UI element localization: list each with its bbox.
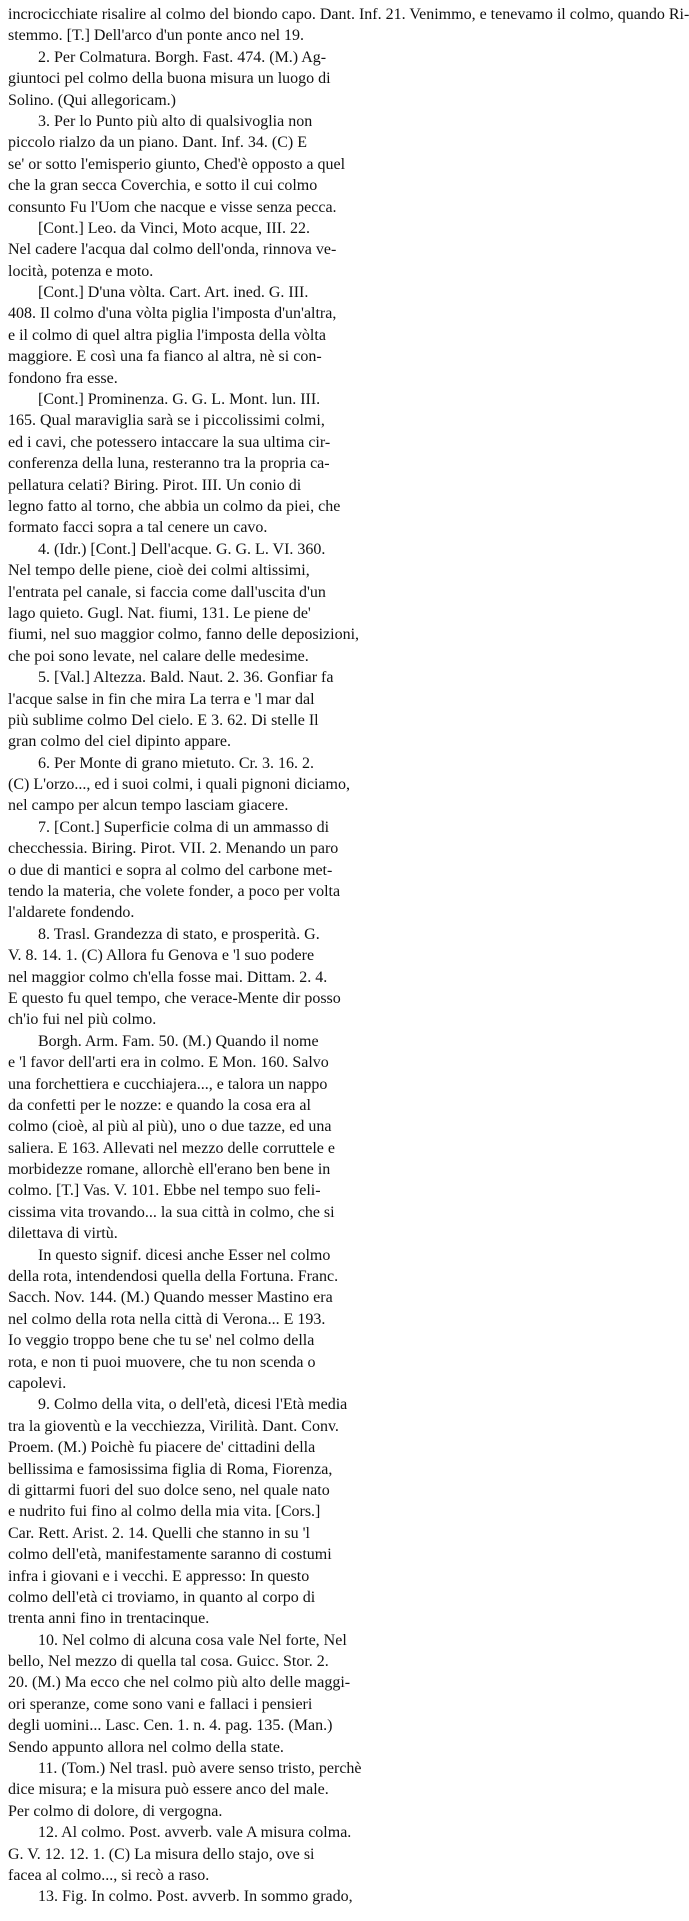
text-line: dilettava di virtù.	[8, 1225, 118, 1243]
text-line: maggiore. E così una fa fianco al altra, nè si con-	[8, 348, 322, 366]
text-line: infra i giovani e i vecchi. E appresso: In questo	[8, 1567, 310, 1585]
text-line: In questo signif. dicesi anche Esser nel colmo	[38, 1246, 331, 1264]
text-line: 6. Per Monte di grano mietuto. Cr. 3. 16. 2.	[38, 754, 314, 772]
text-line: e il colmo di quel altra piglia l'imposta della vòlta	[8, 326, 326, 344]
text-line: 8. Trasl. Grandezza di stato, e prosperità. G.	[38, 925, 320, 943]
text-line: colmo (cioè, al più al più), uno o due tazze, ed una	[8, 1118, 332, 1136]
text-line: più sublime colmo Del cielo. E 3. 62. Di stelle Il	[8, 711, 319, 729]
text-line: che poi sono levate, nel calare delle medesime.	[8, 647, 309, 665]
text-line: dice misura; e la misura può essere anco del male.	[8, 1781, 329, 1799]
text-line: 165. Qual maraviglia sarà se i piccolissimi colmi,	[8, 412, 325, 430]
text-line: 7. [Cont.] Superficie colma di un ammasso di	[38, 818, 330, 836]
text-line: Nel cadere l'acqua dal colmo dell'onda, rinnova ve-	[8, 241, 337, 259]
text-line: ed i cavi, che potessero intaccare la sua ultima cir-	[8, 433, 331, 451]
text-line: nel maggior colmo ch'ella fosse mai. Dittam. 2. 4.	[8, 968, 328, 986]
text-line: Sendo appunto allora nel colmo della state.	[8, 1738, 284, 1756]
text-line: legno fatto al torno, che abbia un colmo da piei, che	[8, 497, 341, 515]
text-line: fondono fra esse.	[8, 369, 118, 387]
text-line: ori speranze, come sono vani e fallaci i pensieri	[8, 1695, 313, 1713]
text-line: trenta anni fino in trentacinque.	[8, 1610, 210, 1628]
text-line: 20. (M.) Ma ecco che nel colmo più alto delle maggi-	[8, 1674, 351, 1692]
text-line: E questo fu quel tempo, che verace-Mente dir posso	[8, 989, 341, 1007]
text-line: ch'io fui nel più colmo.	[8, 1011, 157, 1029]
text-line: Proem. (M.) Poichè fu piacere de' cittadini della	[8, 1439, 316, 1457]
text-line: 5. [Val.] Altezza. Bald. Naut. 2. 36. Gonfiar fa	[38, 669, 334, 687]
text-line: 4. (Idr.) [Cont.] Dell'acque. G. G. L. VI. 360.	[38, 540, 326, 558]
text-line: nel colmo della rota nella città di Verona... E 193.	[8, 1310, 326, 1328]
text-line: 3. Per lo Punto più alto di qualsivoglia non	[38, 112, 313, 130]
text-line: 2. Per Colmatura. Borgh. Fast. 474. (M.) Ag-	[38, 48, 327, 66]
text-line: 13. Fig. In colmo. Post. avverb. In sommo grado,	[38, 1888, 353, 1906]
text-line: colmo dell'età, manifestamente saranno di costumi	[8, 1546, 332, 1564]
text-line: V. 8. 14. 1. (C) Allora fu Genova e 'l suo podere	[8, 947, 315, 965]
text-line: saliera. E 163. Allevati nel mezzo delle corruttele e	[8, 1139, 335, 1157]
text-line: checchessia. Biring. Pirot. VII. 2. Menando un paro	[8, 840, 339, 858]
text-line: formato facci sopra a tal cenere un cavo.	[8, 519, 268, 537]
text-line: [Cont.] Prominenza. G. G. L. Mont. lun. III.	[38, 391, 321, 409]
text-line: piccolo rialzo da un piano. Dant. Inf. 34. (C) E	[8, 134, 308, 152]
text-line: l'aldarete fondendo.	[8, 904, 135, 922]
text-line: degli uomini... Lasc. Cen. 1. n. 4. pag. 135. (Man.)	[8, 1717, 333, 1735]
text-line: di gittarmi fuori del suo dolce seno, nel quale nato	[8, 1481, 330, 1499]
text-line: o due di mantici e sopra al colmo del carbone met-	[8, 861, 333, 879]
text-line: (C) L'orzo..., ed i suoi colmi, i quali pignoni diciamo,	[8, 776, 350, 794]
text-line: una forchettiera e cucchiajera..., e talora un nappo	[8, 1075, 328, 1093]
text-line: incrocicchiate risalire al colmo del biondo capo. Dant. Inf. 21. Venimmo, e tenevamo il colmo, quando Ri-	[8, 6, 689, 23]
text-line: della rota, intendendosi quella della Fortuna. Franc.	[8, 1268, 339, 1286]
text-line: se' or sotto l'emisperio giunto, Ched'è opposto a quel	[8, 155, 346, 173]
text-line: facea al colmo..., si recò a raso.	[8, 1866, 210, 1884]
text-line: stemmo. [T.] Dell'arco d'un ponte anco nel 19.	[8, 27, 305, 45]
text-line: 12. Al colmo. Post. avverb. vale A misura colma.	[38, 1824, 352, 1842]
text-line: 408. Il colmo d'una vòlta piglia l'imposta d'un'altra,	[8, 305, 337, 323]
text-line: bello, Nel mezzo di quella tal cosa. Guicc. Stor. 2.	[8, 1653, 329, 1671]
text-line: l'entrata pel canale, si faccia come dall'uscita d'un	[8, 583, 326, 601]
text-line: giuntoci pel colmo della buona misura un luogo di	[8, 70, 331, 88]
text-line: colmo. [T.] Vas. V. 101. Ebbe nel tempo suo feli-	[8, 1182, 321, 1200]
text-line: 9. Colmo della vita, o dell'età, dicesi l'Età media	[38, 1396, 348, 1414]
text-line: lago quieto. Gugl. Nat. fiumi, 131. Le piene de'	[8, 604, 311, 622]
text-line: Nel tempo delle piene, cioè dei colmi altissimi,	[8, 562, 310, 580]
text-line: Borgh. Arm. Fam. 50. (M.) Quando il nome	[38, 1032, 319, 1050]
text-line: conferenza della luna, resteranno tra la propria ca-	[8, 455, 330, 473]
text-line: Sacch. Nov. 144. (M.) Quando messer Mastino era	[8, 1289, 333, 1307]
text-line: nel campo per alcun tempo lasciam giacere.	[8, 797, 289, 815]
text-line: 11. (Tom.) Nel trasl. può avere senso tristo, perchè	[38, 1760, 362, 1778]
text-line: G. V. 12. 12. 1. (C) La misura dello stajo, ove si	[8, 1845, 315, 1863]
text-line: [Cont.] Leo. da Vinci, Moto acque, III. 22.	[38, 219, 311, 237]
text-line: fiumi, nel suo maggior colmo, fanno delle deposizioni,	[8, 626, 360, 644]
text-line: tra la gioventù e la vecchiezza, Virilità. Dant. Conv.	[8, 1417, 339, 1435]
text-line: 10. Nel colmo di alcuna cosa vale Nel forte, Nel	[38, 1631, 347, 1649]
text-line: Car. Rett. Arist. 2. 14. Quelli che stanno in su 'l	[8, 1524, 310, 1542]
text-line: pellatura celati? Biring. Pirot. III. Un conio di	[8, 476, 302, 494]
text-line: consunto Fu l'Uom che nacque e visse senza pecca.	[8, 198, 337, 216]
text-line: capolevi.	[8, 1375, 67, 1392]
text-line: tendo la materia, che volete fonder, a poco per volta	[8, 883, 341, 901]
text-line: cissima vita trovando... la sua città in colmo, che si	[8, 1203, 335, 1221]
text-line: che la gran secca Coverchia, e sotto il cui colmo	[8, 177, 318, 195]
text-line: colmo dell'età ci troviamo, in quanto al corpo di	[8, 1588, 316, 1606]
text-line: locità, potenza e moto.	[8, 262, 154, 280]
text-line: e nudrito fui fino al colmo della mia vita. [Cors.]	[8, 1503, 321, 1521]
text-line: Solino. (Qui allegoricam.)	[8, 91, 176, 109]
text-line: l'acque salse in fin che mira La terra e 'l mar dal	[8, 690, 315, 708]
text-line: da confetti per le nozze: e quando la cosa era al	[8, 1096, 311, 1114]
text-line: rota, e non ti puoi muovere, che tu non scenda o	[8, 1353, 316, 1371]
text-line: morbidezze romane, allorchè ell'erano ben bene in	[8, 1161, 331, 1179]
text-line: Io veggio troppo bene che tu se' nel colmo della	[8, 1332, 315, 1350]
text-line: Per colmo di dolore, di vergogna.	[8, 1802, 223, 1820]
text-line: e 'l favor dell'arti era in colmo. E Mon. 160. Salvo	[8, 1054, 329, 1072]
text-line: bellissima e famosissima figlia di Roma, Fiorenza,	[8, 1460, 333, 1478]
text-line: [Cont.] D'una vòlta. Cart. Art. ined. G. III.	[38, 284, 309, 302]
text-line: gran colmo del ciel dipinto appare.	[8, 733, 232, 751]
